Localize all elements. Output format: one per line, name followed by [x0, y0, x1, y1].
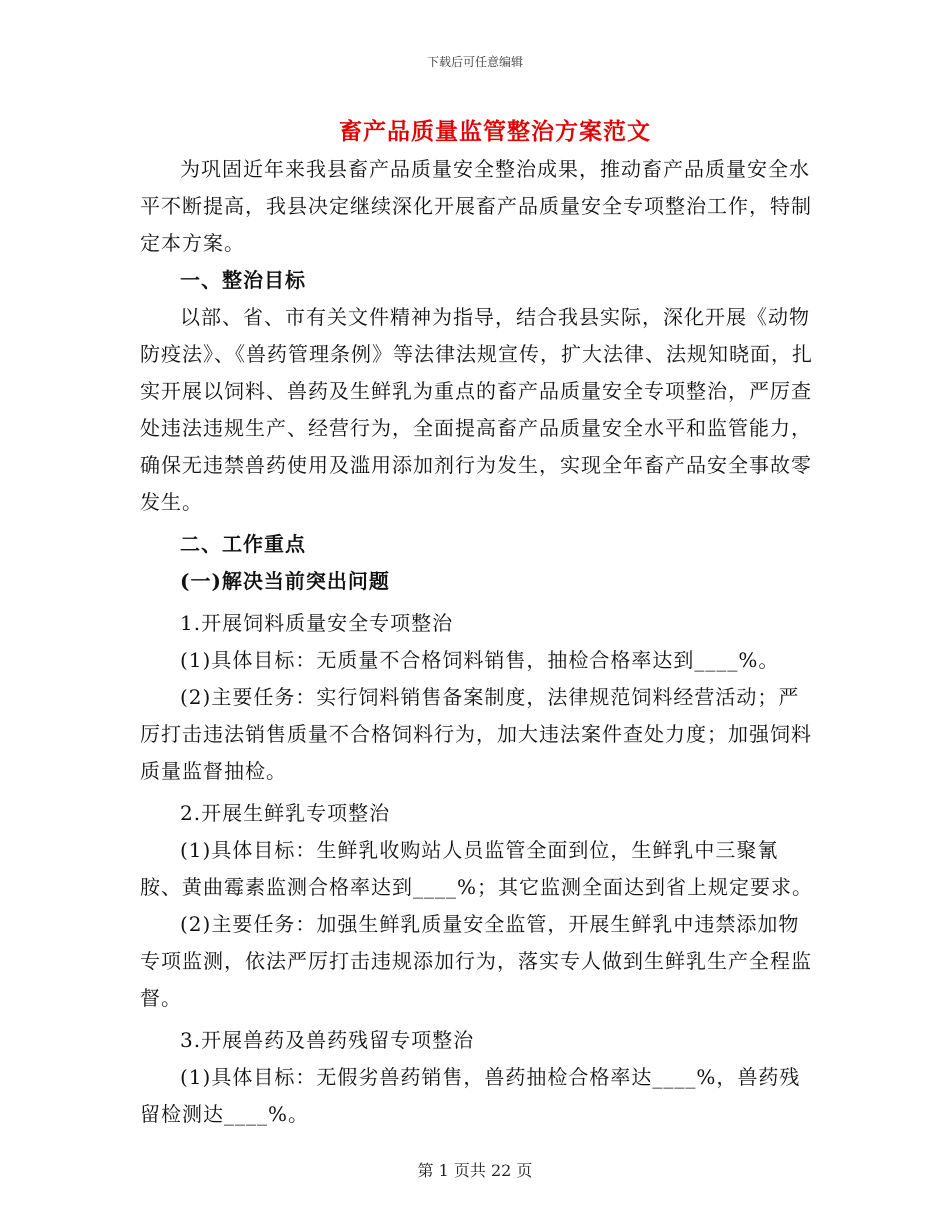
- intro-paragraph: 为巩固近年来我县畜产品质量安全整治成果，推动畜产品质量安全水平不断提高，我县决定继续深化开展畜产品质量安全专项整治工作，特制定本方案。: [140, 157, 812, 255]
- vet-drugs-target: (1)具体目标：无假劣兽药销售，兽药抽检合格率达____%，兽药残留检测达____%。: [140, 1065, 801, 1126]
- milk-target: (1)具体目标：生鲜乳收购站人员监管全面到位，生鲜乳中三聚氰胺、黄曲霉素监测合格率达到____%；其它监测全面达到省上规定要求。: [140, 838, 814, 899]
- section-heading-goals: 一、整治目标: [180, 268, 306, 292]
- feed-tasks: (2)主要任务：实行饲料销售备案制度，法律规范饲料经营活动；严厉打击违法销售质量不合格饲料行为，加大违法案件查处力度；加强饲料质量监督抽检。: [140, 685, 812, 783]
- milk-tasks: (2)主要任务：加强生鲜乳质量安全监管，开展生鲜乳中违禁添加物专项监测，依法严厉打击违规添加行为，落实专人做到生鲜乳生产全程监督。: [140, 912, 812, 1010]
- feed-target: (1)具体目标：无质量不合格饲料销售，抽检合格率达到____%。: [180, 648, 780, 672]
- page-footer: 第 1 页共 22 页: [417, 1161, 533, 1180]
- goals-paragraph: 以部、省、市有关文件精神为指导，结合我县实际，深化开展《动物防疫法》、《兽药管理条例》等法律法规宣传，扩大法律、法规知晓面，扎实开展以饲料、兽药及生鲜乳为重点的畜产品质量安全专项整治，严厉查处违法违规生产、经营行为，全面提高畜产品质量安全水平和监管能力，确保无违禁兽药使用及滥用添加剂行为发生，实现全年畜产品安全事故零发生。: [140, 305, 813, 514]
- item-heading-vet-drugs: 3.开展兽药及兽药残留专项整治: [180, 1028, 475, 1052]
- document-title: 畜产品质量监管整治方案范文: [339, 118, 651, 145]
- document-body: [140, 151, 815, 1133]
- item-heading-milk: 2.开展生鲜乳专项整治: [180, 801, 391, 825]
- section-heading-focus: 二、工作重点: [180, 532, 306, 556]
- subsection-heading: (一)解决当前突出问题: [180, 569, 390, 593]
- item-heading-feed: 1.开展饲料质量安全专项整治: [180, 611, 454, 635]
- page-header: 下载后可任意编辑: [426, 55, 523, 69]
